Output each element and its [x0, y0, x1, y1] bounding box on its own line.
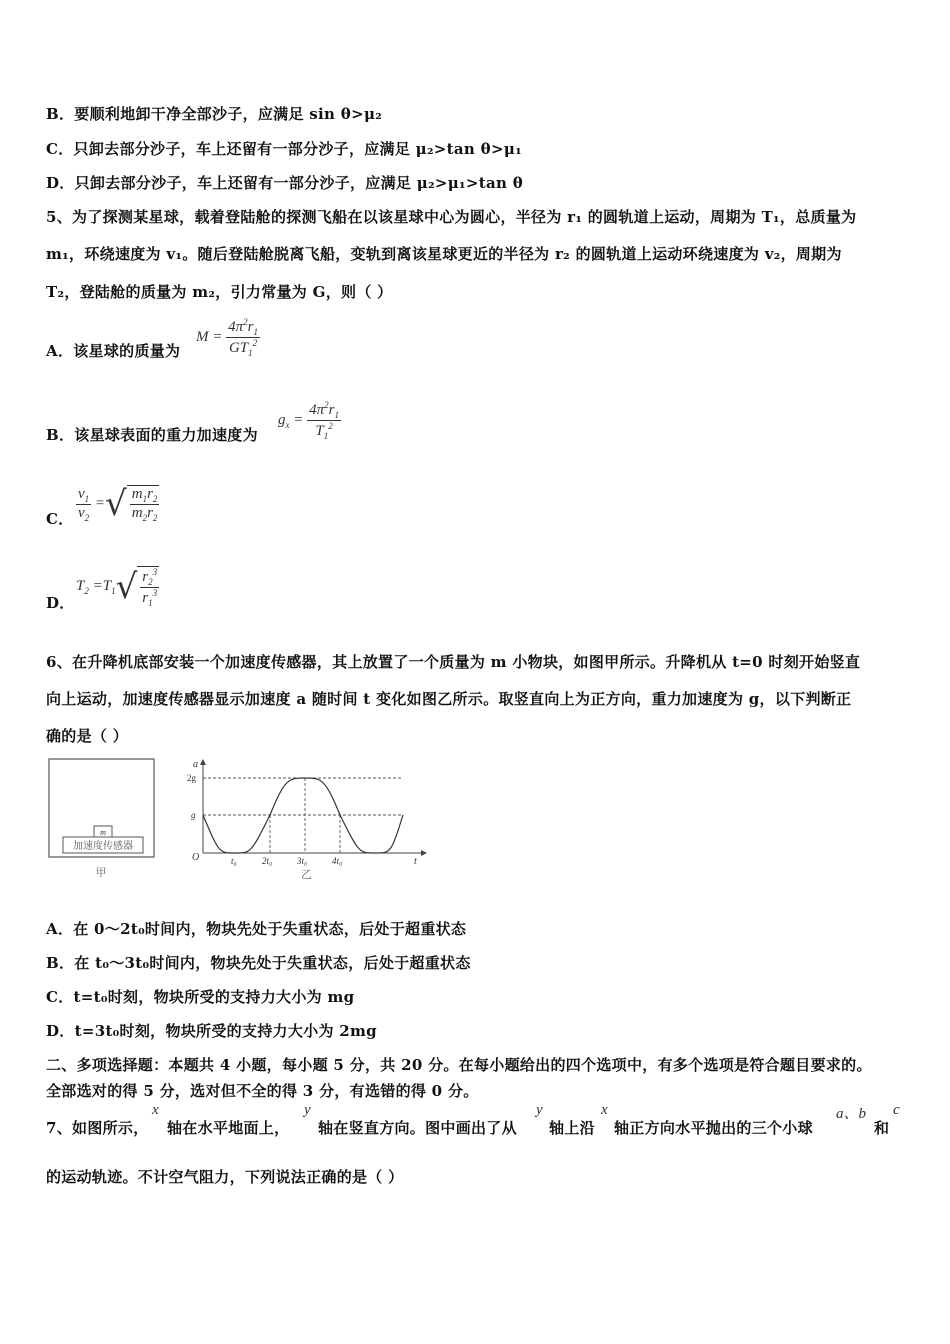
x-tick-3t0: 3t₀ — [297, 856, 308, 866]
q5-option-c: C． — [46, 510, 74, 528]
q7-symbol-x1: x — [152, 1102, 159, 1118]
y-tick-g: g — [191, 810, 196, 820]
section2-line2: 全部选对的得 5 分，选对但不全的得 3 分，有选错的得 0 分。 — [46, 1082, 479, 1100]
caption-jia: 甲 — [95, 866, 107, 879]
q5-stem-line2: m₁，环绕速度为 v₁。随后登陆舱脱离飞船，变轨到离该星球更近的半径为 r₂ 的圆轨道上运动环绕速度为 v₂，周期为 — [46, 245, 842, 263]
x-tick-2t0: 2t₀ — [262, 856, 273, 866]
q5-option-a: A．该星球的质量为 — [46, 342, 181, 360]
x-axis-label: t — [414, 856, 417, 867]
q6-stem-line2: 向上运动，加速度传感器显示加速度 a 随时间 t 变化如图乙所示。取竖直向上为正方向，重力加速度为 g，以下判断正 — [46, 690, 852, 708]
q7-part4: 轴上沿 — [549, 1119, 595, 1137]
q5-stem-line1: 5、为了探测某星球，载着登陆舱的探测飞船在以该星球中心为圆心，半径为 r₁ 的圆轨道上运动，周期为 T₁，总质量为 — [46, 208, 857, 226]
y-axis-arrow — [200, 759, 206, 765]
q7-symbol-y1: y — [304, 1102, 311, 1118]
q7-part5: 轴正方向水平抛出的三个小球 — [614, 1119, 813, 1137]
q6-option-c: C．t=t₀时刻，物块所受的支持力大小为 mg — [46, 988, 355, 1006]
q4-option-d: D．只卸去部分沙子，车上还留有一部分沙子，应满足 μ₂>μ₁>tan θ — [46, 174, 524, 192]
q5-formula-b: $g_x$ = $\frac{4\pi^2r_1}{T_1^2}$ — [278, 400, 339, 441]
q7-part2: 轴在水平地面上， — [167, 1119, 290, 1137]
q6-option-d: D．t=3t₀时刻，物块所受的支持力大小为 2mg — [46, 1022, 377, 1040]
x-tick-t0: t₀ — [231, 856, 237, 866]
figure-yi — [185, 756, 430, 884]
q6-option-b: B．在 t₀～3t₀时间内，物块先处于失重状态，后处于超重状态 — [46, 954, 471, 972]
q5-formula-c: $\frac{v_1}{v_2}$ =√ $\frac{m_1r_2}{m_2r_2}$ — [78, 484, 158, 524]
q4-option-c: C．只卸去部分沙子，车上还留有一部分沙子，应满足 μ₂>tan θ>μ₁ — [46, 140, 522, 158]
q5-formula-a: M = $\frac{4\pi^2r_1}{GT_1^2}$ — [196, 317, 258, 358]
y-tick-2g: 2g — [187, 773, 196, 783]
q7-symbol-ab: a、b — [836, 1106, 867, 1122]
x-axis-arrow — [421, 850, 427, 856]
block-label: m — [100, 828, 106, 837]
q7-line2: 的运动轨迹。不计空气阻力，下列说法正确的是（ ） — [46, 1168, 404, 1186]
y-axis-label: a — [193, 759, 198, 770]
section2-line1: 二、多项选择题：本题共 4 小题，每小题 5 分，共 20 分。在每小题给出的四个选项中，有多个选项是符合题目要求的。 — [46, 1056, 872, 1074]
acceleration-curve — [203, 778, 403, 853]
sensor-label: 加速度传感器 — [73, 841, 133, 852]
q7-part3: 轴在竖直方向。图中画出了从 — [318, 1119, 517, 1137]
q7-part1: 7、如图所示， — [46, 1119, 149, 1137]
q6-option-a: A．在 0～2t₀时间内，物块先处于失重状态，后处于超重状态 — [46, 920, 467, 938]
q5-option-d: D． — [46, 594, 75, 612]
q4-option-b: B．要顺利地卸干净全部沙子，应满足 sin θ>μ₂ — [46, 105, 383, 123]
q5-stem-line3: T₂，登陆舱的质量为 m₂，引力常量为 G，则（ ） — [46, 283, 393, 301]
q5-formula-d: $T_2 =T_1√$ $\frac{r_2^3}{r_1^3}$ — [76, 567, 158, 608]
q6-stem-line1: 6、在升降机底部安装一个加速度传感器，其上放置了一个质量为 m 小物块，如图甲所示。升降机从 t=0 时刻开始竖直 — [46, 653, 861, 671]
q6-stem-line3: 确的是（ ） — [46, 727, 129, 745]
q7-part6: 和 — [874, 1119, 890, 1137]
q7-symbol-c: c — [893, 1102, 900, 1118]
origin-label: O — [192, 852, 200, 863]
q7-symbol-y2: y — [536, 1102, 543, 1118]
figure-jia — [48, 758, 158, 883]
q5-option-b: B．该星球表面的重力加速度为 — [46, 426, 258, 444]
q7-symbol-x2: x — [601, 1102, 608, 1118]
x-tick-4t0: 4t₀ — [332, 856, 343, 866]
caption-yi: 乙 — [301, 868, 312, 881]
